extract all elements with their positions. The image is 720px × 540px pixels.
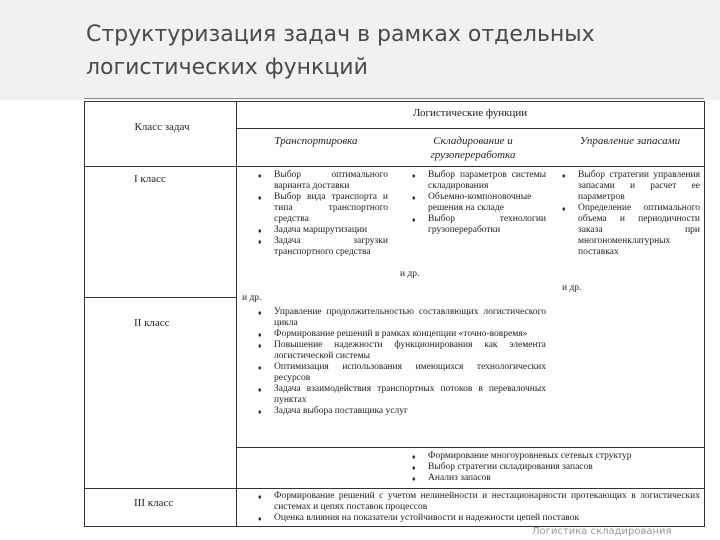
list-item: ♦ Оценка влияния на показатели устойчивости и надежности цепей поставок [258, 513, 700, 524]
class3-list [258, 491, 700, 524]
row-label-class-1: I класс [134, 173, 166, 185]
slide-footer: Логистика складирования [532, 526, 672, 537]
list-item: ♦ Повышение надежности функционирования как элемента логистической системы [258, 340, 546, 362]
class-header: Класс задач [134, 121, 190, 133]
list-item: ♦ Выбор стратегии складирования запасов [412, 462, 702, 473]
row-label-class-2: II класс [134, 317, 170, 329]
list-item: ♦ Задача выбора поставщика услуг [258, 406, 546, 417]
class1-storage-tail: и др. [400, 269, 420, 279]
functions-header: Логистические функции [412, 107, 528, 119]
list-item: ♦ Оптимизация использования имеющихся технологических ресурсов [258, 362, 546, 384]
class1-inventory-tail: и др. [562, 283, 582, 293]
column-header-transport: Транспортировка [274, 135, 358, 147]
class1-transport-tail: и др. [242, 293, 262, 303]
list-item: ♦ Определение оптимального объема и периодичности заказа при многономенклатурных поставках [562, 203, 700, 258]
list-item: ♦ Управление продолжительностью составляющих логистического цикла [258, 307, 546, 329]
list-item: ♦ Формирование решений в рамках концепции «точно-вовремя» [258, 329, 546, 340]
list-item: ♦ Выбор вида транспорта и типа транспортного средства [258, 192, 388, 225]
list-item: ♦ Анализ запасов [412, 473, 702, 484]
column-header-storage: Складирование и грузопереработка [430, 135, 516, 161]
class1-storage-list [412, 170, 546, 236]
list-item: ♦ Выбор стратегии управления запасами и расчет ее параметров [562, 170, 700, 203]
slide-title: Структуризация задач в рамках отдельных логистических функций [86, 22, 595, 80]
class1-transport-list [258, 170, 388, 258]
list-item: ♦ Формирование решений с учетом нелинейности и нестационарности протекающих в логистических системах и цепях поставок процессов [258, 491, 700, 513]
list-item: ♦ Задача загрузки транспортного средства [258, 236, 388, 258]
list-item: ♦ Задача взаимодействия транспортных потоков в перевалочных пунктах [258, 384, 546, 406]
class2-right-list [412, 451, 702, 484]
list-item: ♦ Формирование многоуровневых сетевых структур [412, 451, 702, 462]
list-item: ♦ Выбор параметров системы складирования [412, 170, 546, 192]
list-item: ♦ Выбор оптимального варианта доставки [258, 170, 388, 192]
row-label-class-3: III класс [134, 497, 174, 509]
class1-inventory-list [562, 170, 700, 258]
list-item: ♦ Задача маршрутизации [258, 225, 388, 236]
column-header-inventory: Управление запасами [579, 135, 681, 147]
list-item: ♦ Объемно-компоновочные решения на складе [412, 192, 546, 214]
list-item: ♦ Выбор технологии грузопереработки [412, 214, 546, 236]
class2-list [258, 307, 546, 417]
title-divider [84, 98, 704, 99]
